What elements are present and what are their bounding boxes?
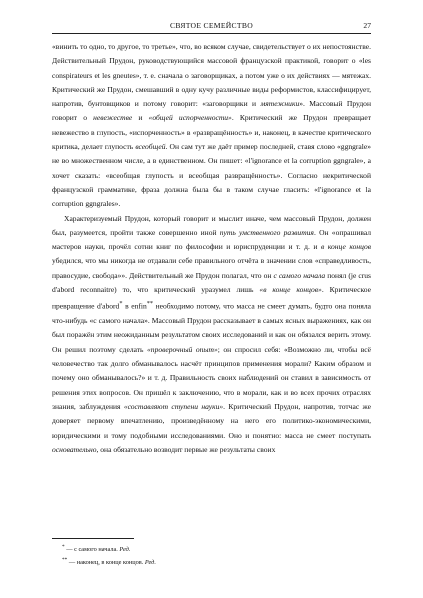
footnote-ref-2[interactable]: ** (146, 300, 154, 308)
footnote-1: * — с самого начала. Ред. (62, 544, 131, 554)
page-number: 27 (363, 21, 371, 30)
running-header (52, 20, 371, 34)
paragraph-1: «винить то одно, то другое, то третье», что, во всяком случае, свидетельствует о их непостоянстве. Действительный Прудон, руководствующийся массовой французской практикой, говорит о «les conspirateurs et les gneutes», т. е. сначала о заговорщиках, а потом уже о их действиях — мятежах. Критический же Прудон, смешавший в одну кучу различные виды реформистов, классифицирует, напротив, бунтовщиков и потому говорит: «заговорщики и мятежники». Массовый Прудон говорит о невежестве и «общей испорченности». Критический же Прудон превращает невежество в глупость, «испорченность» в «развращённость» и, наконец, в качестве критического критика, делает глупость всеобщей. Он сам тут же даёт пример последней, ставя слово «ggngrale» не во множественном числе, а в единственном. Он пишет: «l'ignorance et la corruption ggngrale», а хочет сказать: «всеобщая глупость и всеобщая развращённость». Согласно некритической французской грамматике, фраза должна была бы в таком случае гласить: «l'ignorance et la corruption ggngrales». (52, 42, 372, 209)
footnote-ref-1[interactable]: * (119, 300, 123, 308)
footnote-2: ** — наконец, в конце концов. Ред. (62, 557, 156, 567)
footnote-divider (52, 538, 134, 539)
paragraph-2: Характеризуемый Прудон, который говорит и мыслит иначе, чем массовый Прудон, должен был, разумеется, пройти также совершенно иной путь умственного развития. Он «опрашивал мастеров науки, прочёл сотни книг по философии и юриспруденции и т. д. и в конце концов убедился, что мы никогда не отдавали себе правильного отчёта в значении слов «справедливость, правосудие, свобода»». Действительный же Прудон полагал, что он с самого начала понял (je crus d'abord reconnaitre) то, что критический уразумел лишь «в конце концов». Критическое превращение d'abord* в enfin** необходимо потому, что масса не смеет думать, будто она поняла что-нибудь «с самого начала». Массовый Прудон рассказывает в самых ясных выражениях, как он был поражён этим неожиданным результатом своих исследований и как он обязался верить этому. Он решил поэтому сделать «проверочный опыт»; он спросил себя: «Возможно ли, чтобы всё человечество так долго обманывалось насчёт принципов применения морали? Каким образом и почему оно обманывалось?» и т. д. Правильность своих наблюдений он ставил в зависимость от решения этих вопросов. Он пришёл к заключению, что в морали, как и во всех прочих отраслях знания, заблуждения «составляют ступени науки». Критический Прудон, напротив, тотчас же доверяет первому впечатлению, произведённому на него его политико-экономическими, юридическими и тому подобными исследованиями. Оно и понятно: масса не смеет поступать основательно, она обязательно возводит первые же результаты своих (52, 213, 372, 454)
body-text (52, 40, 371, 457)
footnotes (62, 542, 156, 568)
running-title: СВЯТОЕ СЕМЕЙСТВО (169, 21, 253, 30)
